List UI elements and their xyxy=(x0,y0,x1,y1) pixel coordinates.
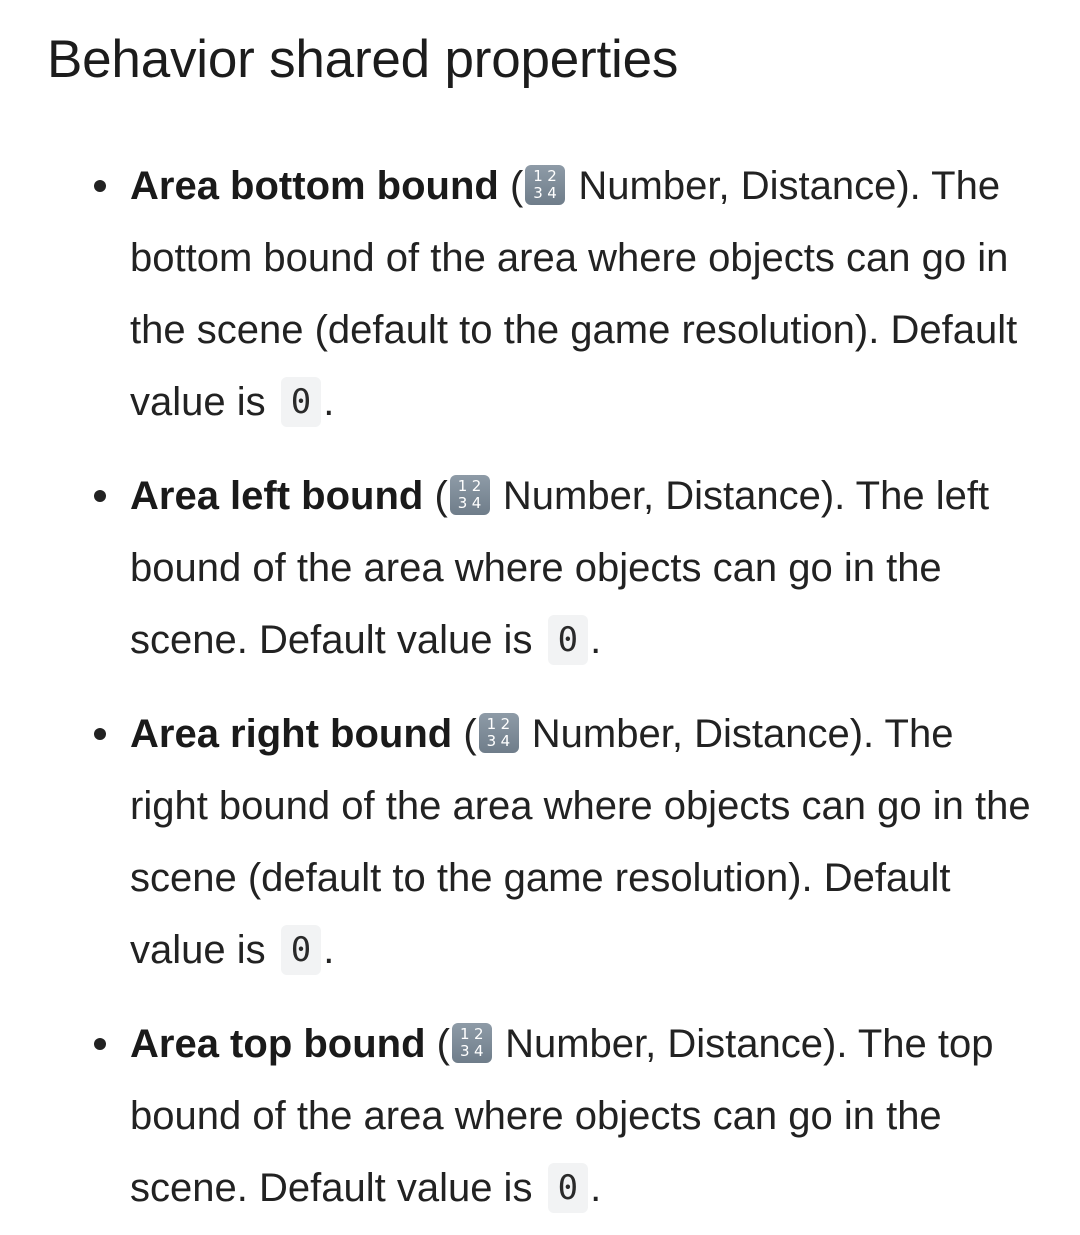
default-value-code: 0 xyxy=(281,377,321,427)
property-type: Number, Distance xyxy=(578,164,897,208)
property-name: Area right bound xyxy=(130,712,453,756)
default-value-code: 0 xyxy=(548,615,588,665)
property-type: Number, Distance xyxy=(505,1022,824,1066)
property-type: Number, Distance xyxy=(531,712,850,756)
property-description: The bottom bound of the area where objects can go in the scene (default to the game resolution). Default value is xyxy=(130,164,1018,424)
property-description: The left bound of the area where objects can go in the scene. Default value is xyxy=(130,474,990,662)
property-list xyxy=(47,150,1032,1224)
input-numbers-icon: 1 2 3 4 xyxy=(479,713,519,753)
section-heading: Behavior shared properties xyxy=(47,30,679,89)
list-item: Area top bound ( 1 2 3 4 Number, Distance). The top bound of the area where objects can go in the scene. Default value is 0 . xyxy=(130,1008,1032,1224)
default-value-code: 0 xyxy=(281,925,321,975)
input-numbers-icon: 1 2 3 4 xyxy=(450,475,490,515)
property-name: Area left bound xyxy=(130,474,424,518)
default-value-code: 0 xyxy=(548,1163,588,1213)
list-item: Area left bound ( 1 2 3 4 Number, Distance). The left bound of the area where objects can go in the scene. Default value is 0 . xyxy=(130,460,1032,676)
input-numbers-icon: 1 2 3 4 xyxy=(525,165,565,205)
property-name: Area top bound xyxy=(130,1022,426,1066)
input-numbers-icon: 1 2 3 4 xyxy=(452,1023,492,1063)
property-name: Area bottom bound xyxy=(130,164,499,208)
list-item: Area right bound ( 1 2 3 4 Number, Distance). The right bound of the area where objects can go in the scene (default to the game resolution). Default value is 0 . xyxy=(130,698,1032,986)
property-description: The top bound of the area where objects can go in the scene. Default value is xyxy=(130,1022,994,1210)
property-description: The right bound of the area where objects can go in the scene (default to the game resolution). Default value is xyxy=(130,712,1031,972)
list-item: Area bottom bound ( 1 2 3 4 Number, Distance). The bottom bound of the area where objects can go in the scene (default to the game resolution). Default value is 0 . xyxy=(130,150,1032,438)
property-type: Number, Distance xyxy=(502,474,821,518)
